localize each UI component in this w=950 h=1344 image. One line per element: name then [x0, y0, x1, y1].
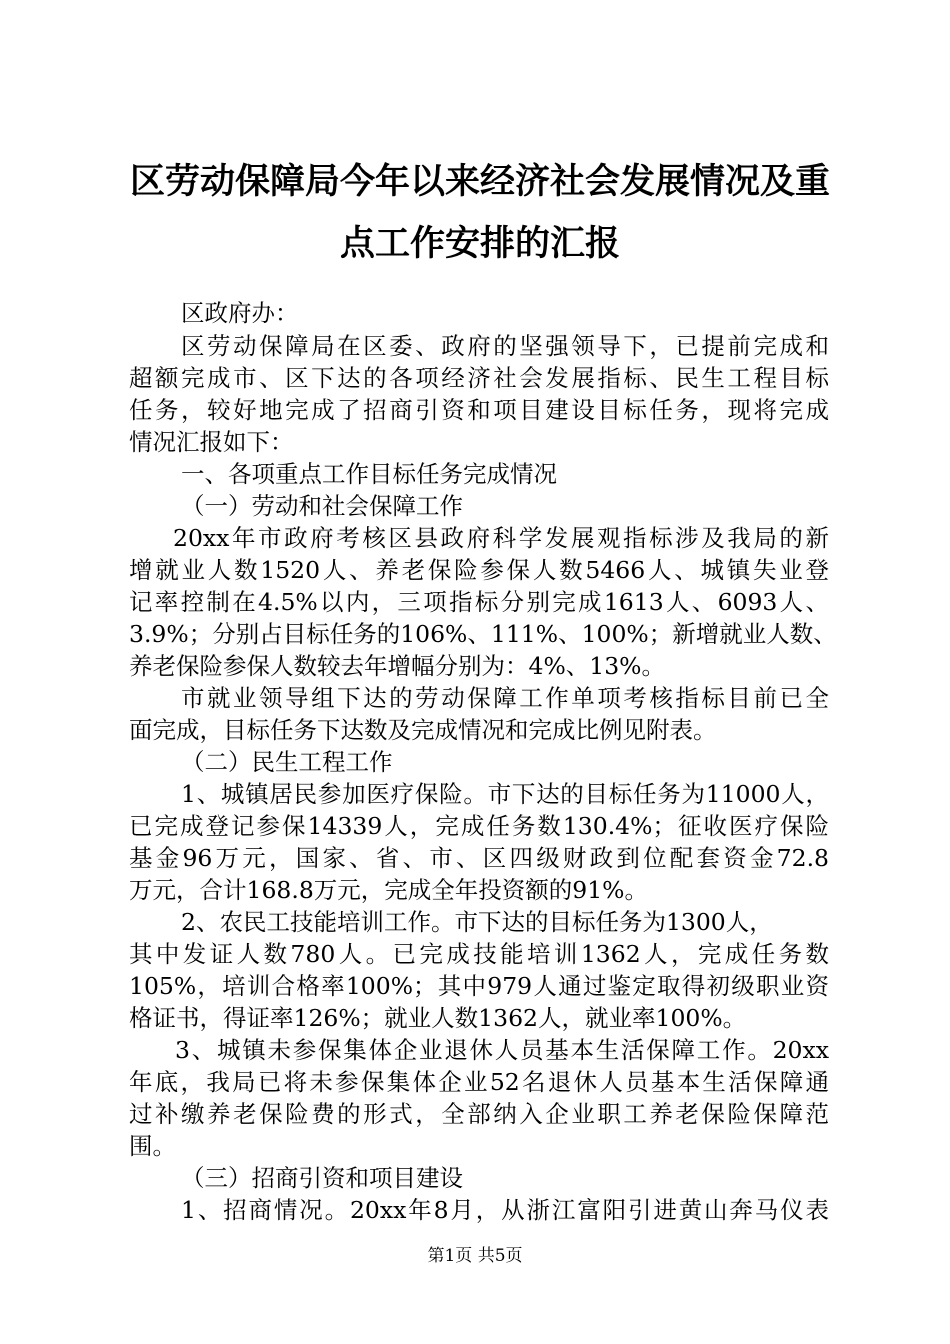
paragraph-line: 记率控制在4.5%以内，三项指标分别完成1613人、6093人、	[129, 588, 829, 616]
paragraph-line: 已完成登记参保14339人，完成任务数130.4%；征收医疗保险	[129, 812, 829, 840]
paragraph-line: 基金96万元，国家、省、市、区四级财政到位配套资金72.8	[129, 844, 829, 872]
paragraph-line: 过补缴养老保险费的形式，全部纳入企业职工养老保险保障范	[129, 1100, 829, 1128]
paragraph-line: 养老保险参保人数较去年增幅分别为：4%、13%。	[129, 652, 666, 680]
paragraph-line: 围。	[129, 1132, 176, 1160]
paragraph-line: 任务，较好地完成了招商引资和项目建设目标任务，现将完成	[129, 396, 829, 424]
paragraph-line: 1、城镇居民参加医疗保险。市下达的目标任务为11000人，	[181, 780, 829, 808]
paragraph-line: 20xx年市政府考核区县政府科学发展观指标涉及我局的新	[173, 524, 829, 552]
paragraph-line: 格证书，得证率126%；就业人数1362人，就业率100%。	[129, 1004, 747, 1032]
paragraph-line: 年底，我局已将未参保集体企业52名退休人员基本生活保障通	[129, 1068, 829, 1096]
paragraph-line: 万元，合计168.8万元，完成全年投资额的91%。	[129, 876, 649, 904]
paragraph-line: 1、招商情况。20xx年8月，从浙江富阳引进黄山奔马仪表	[181, 1196, 829, 1224]
paragraph-line: 3、城镇未参保集体企业退休人员基本生活保障工作。20xx	[175, 1036, 829, 1064]
page-footer: 第1页 共5页	[427, 1246, 523, 1266]
paragraph-line: 区劳动保障局在区委、政府的坚强领导下，已提前完成和	[181, 332, 829, 360]
paragraph-line: 2、农民工技能培训工作。市下达的目标任务为1300人，	[181, 908, 773, 936]
paragraph-line: 其中发证人数780人。已完成技能培训1362人，完成任务数	[129, 940, 829, 968]
salutation: 区政府办：	[181, 299, 299, 327]
document-title-line-2: 点工作安排的汇报	[339, 224, 620, 264]
paragraph-line: 市就业领导组下达的劳动保障工作单项考核指标目前已全	[181, 684, 829, 712]
section-heading: 一、各项重点工作目标任务完成情况	[181, 460, 557, 488]
subsection-heading: （二）民生工程工作	[181, 748, 393, 776]
paragraph-line: 超额完成市、区下达的各项经济社会发展指标、民生工程目标	[129, 364, 829, 392]
paragraph-line: 增就业人数1520人、养老保险参保人数5466人、城镇失业登	[129, 556, 829, 584]
paragraph-line: 情况汇报如下：	[129, 428, 294, 456]
paragraph-line: 105%，培训合格率100%；其中979人通过鉴定取得初级职业资	[129, 972, 829, 1000]
subsection-heading: （一）劳动和社会保障工作	[181, 492, 463, 520]
paragraph-line: 3.9%；分别占目标任务的106%、111%、100%；新增就业人数、	[129, 620, 837, 648]
document-title-line-1: 区劳动保障局今年以来经济社会发展情况及重	[129, 162, 830, 202]
paragraph-line: 面完成，目标任务下达数及完成情况和完成比例见附表。	[129, 716, 717, 744]
subsection-heading: （三）招商引资和项目建设	[181, 1164, 463, 1192]
